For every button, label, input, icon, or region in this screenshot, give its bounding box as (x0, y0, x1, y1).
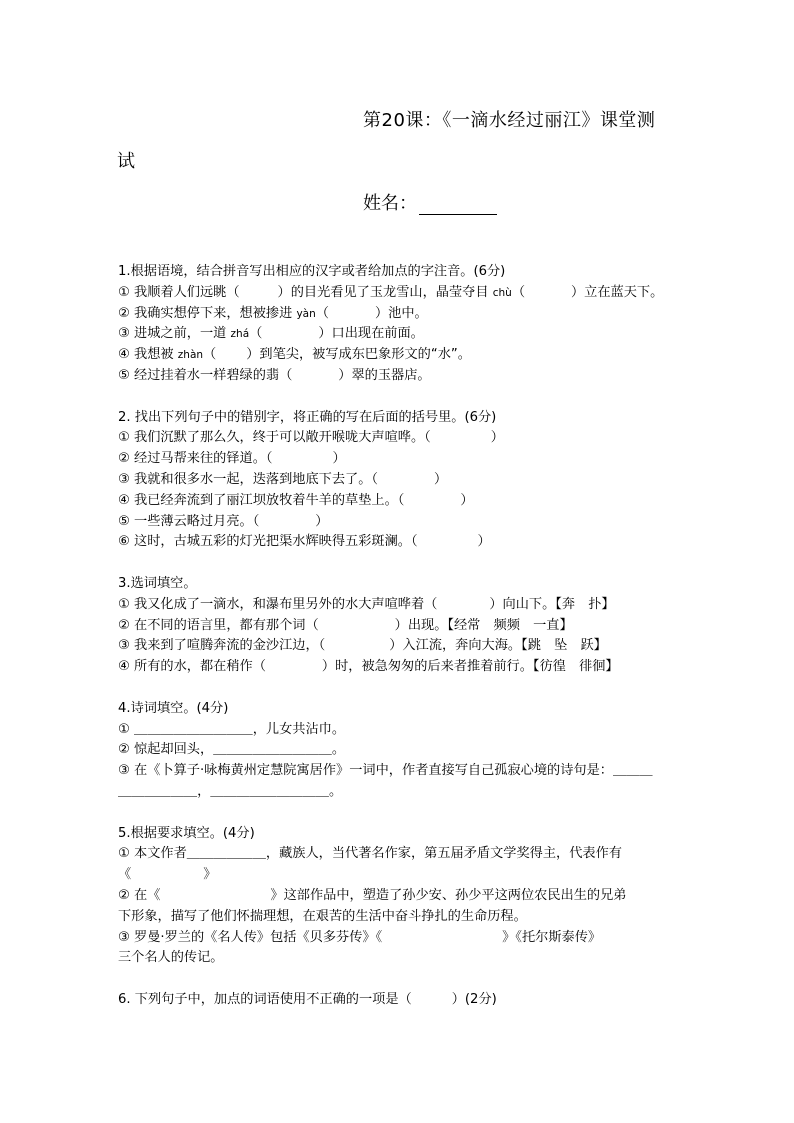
question-2-item-1: ① 我们沉默了那么久，终于可以敞开喉咙大声喧哗。（ ） (118, 430, 504, 446)
question-3-item-3: ③ 我来到了喧腾奔流的金沙江边，（ ）入江流，奔向大海。【跳 坠 跃】 (118, 638, 607, 654)
question-4-item-2[interactable]: ② 惊起却回头，＿＿＿＿＿＿＿＿＿。 (118, 742, 346, 758)
pinyin: zhàn (177, 349, 204, 362)
question-1-item-1: ① 我顺着人们远眺（ ）的目光看见了玉龙雪山，晶莹夺目 chù（ ）立在蓝天下。 (118, 284, 664, 300)
question-1-heading: 1.根据语境，结合拼音写出相应的汉字或者给加点的字注音。(6分) (118, 264, 506, 279)
question-5-item-1-continued: 《 》 (118, 867, 217, 883)
question-5-item-2-continued: 下形象，描写了他们怀揣理想，在艰苦的生活中奋斗挣扎的生命历程。 (118, 908, 527, 924)
question-2-item-5: ⑤ 一些薄云略过月亮。（ ） (118, 513, 329, 529)
question-4 (118, 699, 688, 803)
question-1-item-4: ④ 我想被 zhàn（ ）到笔尖，被写成东巴象形文的“水”。 (118, 347, 471, 363)
question-1 (118, 262, 688, 387)
page-title: 第20课：《一滴水经过丽江》课堂测 (363, 110, 656, 131)
question-content (118, 262, 688, 1031)
question-4-item-3[interactable]: ③ 在《卜算子·咏梅黄州定慧院寓居作》一词中，作者直接写自己孤寂心境的诗句是：＿＿＿ (118, 763, 653, 779)
question-4-heading: 4.诗词填空。(4分) (118, 700, 229, 716)
name-field[interactable] (363, 189, 497, 215)
question-5-item-2: ② 在《 》这部作品中，塑造了孙少安、孙少平这两位农民出生的兄弟 (118, 887, 627, 903)
question-4-item-1[interactable]: ① ＿＿＿＿＿＿＿＿＿，儿女共沾巾。 (118, 721, 346, 737)
pinyin: zhá (230, 328, 250, 341)
name-label: 姓名： (363, 193, 417, 214)
question-5-item-3: ③ 罗曼·罗兰的《名人传》包括《贝多芬传》《 》《托尔斯泰传》 (118, 929, 602, 945)
question-2-item-6: ⑥ 这时，古城五彩的灯光把渠水辉映得五彩斑澜。（ ） (118, 534, 491, 550)
question-2-item-2: ② 经过马帮来往的铎道。（ ） (118, 451, 346, 467)
question-1-item-3: ③ 进城之前，一道 zhá（ ）口出现在前面。 (118, 326, 424, 342)
question-4-item-3-continued[interactable]: ＿＿＿＿＿＿，＿＿＿＿＿＿＿＿＿。 (118, 783, 343, 799)
question-1-item-5: ⑤ 经过挂着水一样碧绿的翡（ ）翠的玉器店。 (118, 367, 431, 383)
question-2 (118, 408, 688, 554)
question-2-item-4: ④ 我已经奔流到了丽江坝放牧着牛羊的草垫上。（ ） (118, 492, 474, 508)
question-6-heading: 6. 下列句子中，加点的词语使用不正确的一项是（ ）(2分) (118, 991, 497, 1007)
question-5-item-3-continued: 三个名人的传记。 (118, 950, 224, 966)
question-6 (118, 990, 688, 1011)
page-title-continued: 试 (117, 151, 135, 172)
pinyin: chù (492, 286, 512, 299)
question-3-item-4: ④ 所有的水，都在稍作（ ）时，被急匆匆的后来者推着前行。【彷徨 徘徊】 (118, 659, 619, 675)
pinyin: yàn (296, 307, 316, 320)
question-3 (118, 574, 688, 678)
question-3-heading: 3.选词填空。 (118, 575, 197, 591)
name-blank[interactable] (419, 196, 497, 215)
question-3-item-1: ① 我又化成了一滴水，和瀑布里另外的水大声喧哗着（ ）向山下。【奔 扑】 (118, 596, 615, 612)
question-5-item-1[interactable]: ① 本文作者＿＿＿＿＿＿，藏族人，当代著名作家，第五届矛盾文学奖得主，代表作有 (118, 846, 622, 862)
question-2-item-3: ③ 我就和很多水一起，迭落到地底下去了。（ ） (118, 471, 448, 487)
question-2-heading: 2. 找出下列句子中的错别字，将正确的写在后面的括号里。(6分) (118, 409, 497, 425)
question-1-item-2: ② 我确实想停下来，想被掺进 yàn（ ）池中。 (118, 305, 428, 321)
question-5-heading: 5.根据要求填空。(4分) (118, 825, 255, 841)
question-5 (118, 824, 688, 970)
question-3-item-2: ② 在不同的语言里，都有那个词（ ）出现。【经常 频频 一直】 (118, 617, 573, 633)
